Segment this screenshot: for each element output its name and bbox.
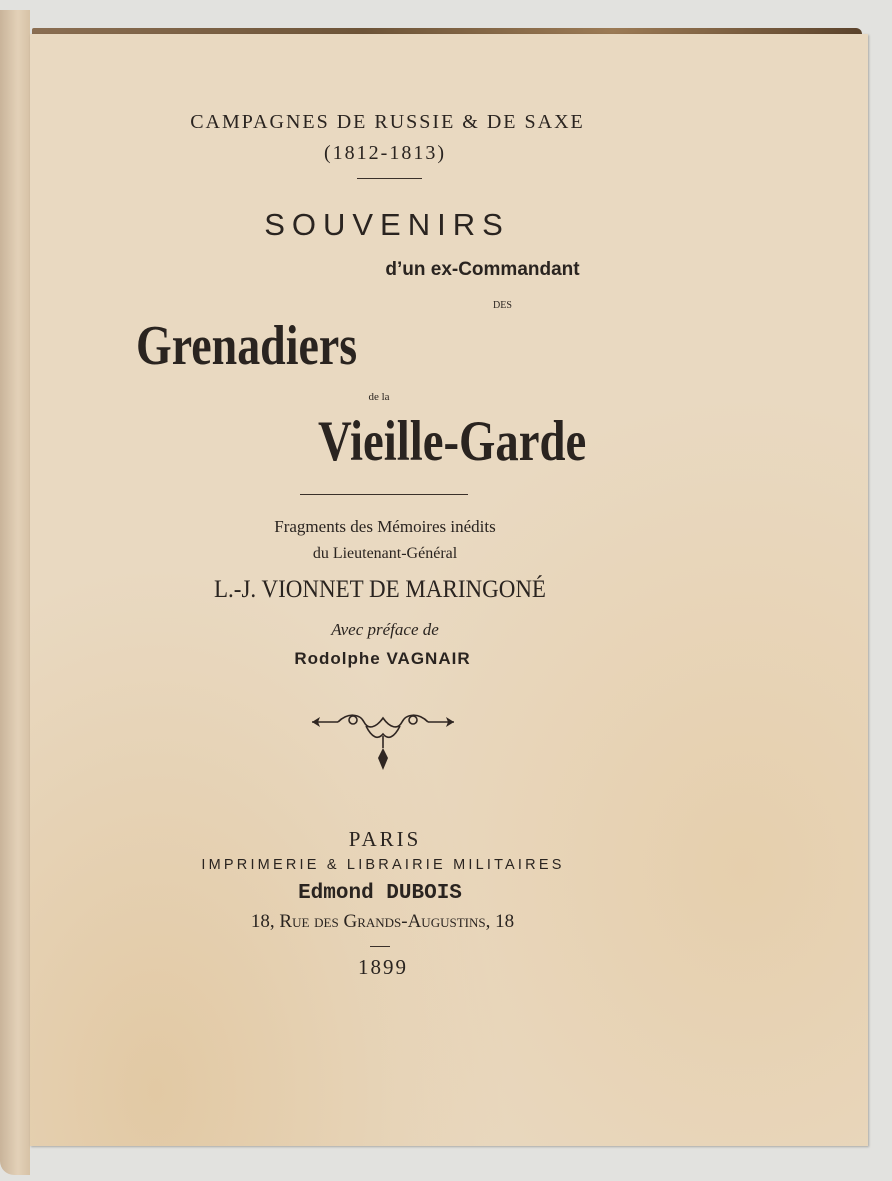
preface-author: Rodolphe VAGNAIR [294, 649, 471, 668]
publisher-name: Edmond DUBOIS [298, 882, 462, 905]
vieille-garde-heading: Vieille-Garde [318, 410, 587, 473]
publisher-line: IMPRIMERIE & LIBRAIRIE MILITAIRES [201, 857, 565, 873]
author-name: L.-J. VIONNET DE MARINGONÉ [213, 576, 546, 603]
grenadiers-heading: Grenadiers [136, 315, 358, 377]
subtitle: d’un ex-Commandant [385, 259, 580, 280]
address: 18, Rue des Grands-Augustins, 18 [250, 911, 515, 932]
title: SOUVENIRS [264, 207, 510, 242]
des-word: DES [493, 300, 512, 311]
de-la-word: de la [368, 391, 390, 403]
lieutenant-line: du Lieutenant-Général [312, 545, 458, 562]
previous-page-edge [0, 10, 30, 1175]
divider [300, 494, 468, 495]
ornament-icon [308, 708, 458, 774]
city: PARIS [348, 827, 422, 851]
year: 1899 [358, 955, 408, 979]
preface-label: Avec préface de [331, 620, 439, 639]
divider [370, 946, 390, 947]
series-line: CAMPAGNES DE RUSSIE & DE SAXE [190, 111, 585, 133]
divider [357, 178, 422, 179]
dates: (1812-1813) [324, 142, 446, 164]
fragments-line: Fragments des Mémoires inédits [274, 517, 496, 536]
